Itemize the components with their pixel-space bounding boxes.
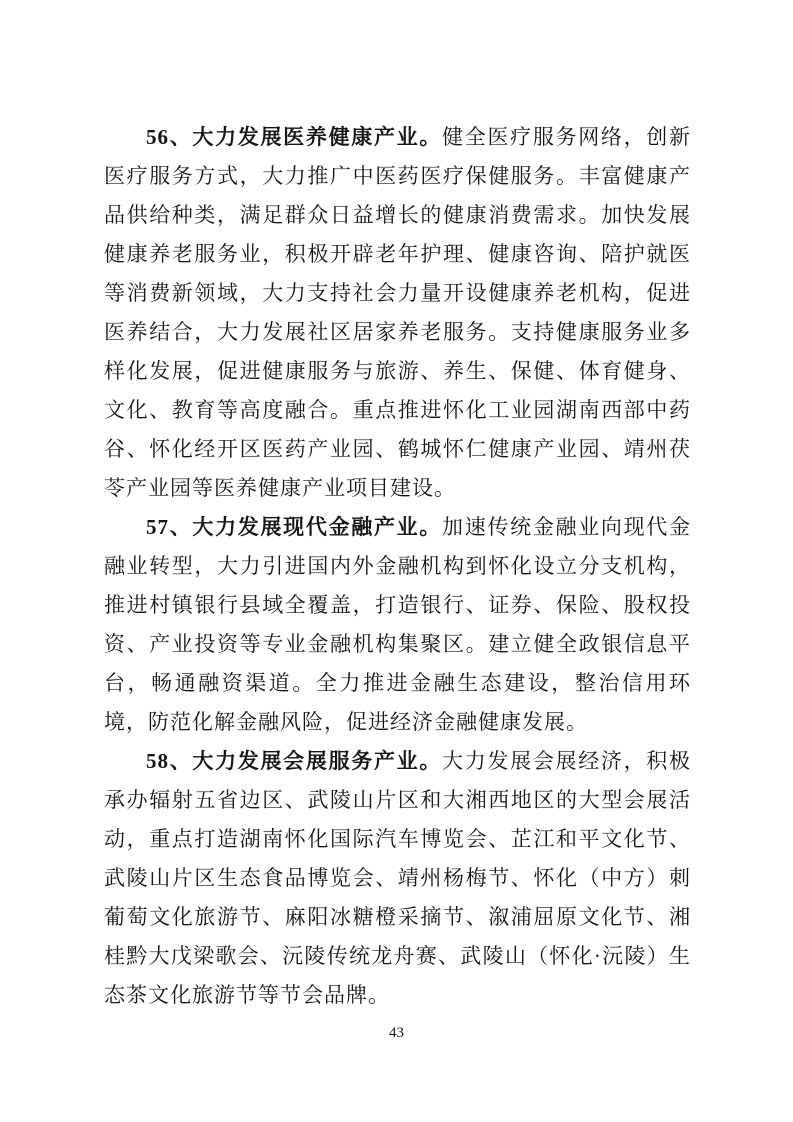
text-block [104,118,691,1015]
paragraph-56 [104,118,691,508]
paragraph-58-lead: 58、大力发展会展服务产业。 [146,749,443,773]
paragraph-56-body: 健全医疗服务网络，创新医疗服务方式，大力推广中医药医疗保健服务。丰富健康产品供给种类，满足群众日益增长的健康消费需求。加快发展健康养老服务业，积极开辟老年护理、健康咨询、陪护就医等消费新领域，大力支持社会力量开设健康养老机构，促进医养结合，大力发展社区居家养老服务。支持健康服务业多样化发展，促进健康服务与旅游、养生、保健、体育健身、文化、教育等高度融合。重点推进怀化工业园湖南西部中药谷、怀化经开区医药产业园、鹤城怀仁健康产业园、靖州茯苓产业园等医养健康产业项目建设。 [104,125,692,500]
paragraph-58-body: 大力发展会展经济，积极承办辐射五省边区、武陵山片区和大湘西地区的大型会展活动，重点打造湖南怀化国际汽车博览会、芷江和平文化节、武陵山片区生态食品博览会、靖州杨梅节、怀化（中方）刺葡萄文化旅游节、麻阳冰糖橙采摘节、溆浦屈原文化节、湘桂黔大戊梁歌会、沅陵传统龙舟赛、武陵山（怀化·沅陵）生态茶文化旅游节等节会品牌。 [104,749,692,1007]
paragraph-57-lead: 57、大力发展现代金融产业。 [146,515,443,539]
paragraph-57-body: 加速传统金融业向现代金融业转型，大力引进国内外金融机构到怀化设立分支机构，推进村镇银行县域全覆盖，打造银行、证券、保险、股权投资、产业投资等专业金融机构集聚区。建立健全政银信息平台，畅通融资渠道。全力推进金融生态建设，整治信用环境，防范化解金融风险，促进经济金融健康发展。 [104,515,692,734]
paragraph-57 [104,508,691,742]
paragraph-56-lead: 56、大力发展医养健康产业。 [146,125,443,149]
paragraph-58 [104,742,691,1015]
page-number: 43 [389,1025,404,1041]
